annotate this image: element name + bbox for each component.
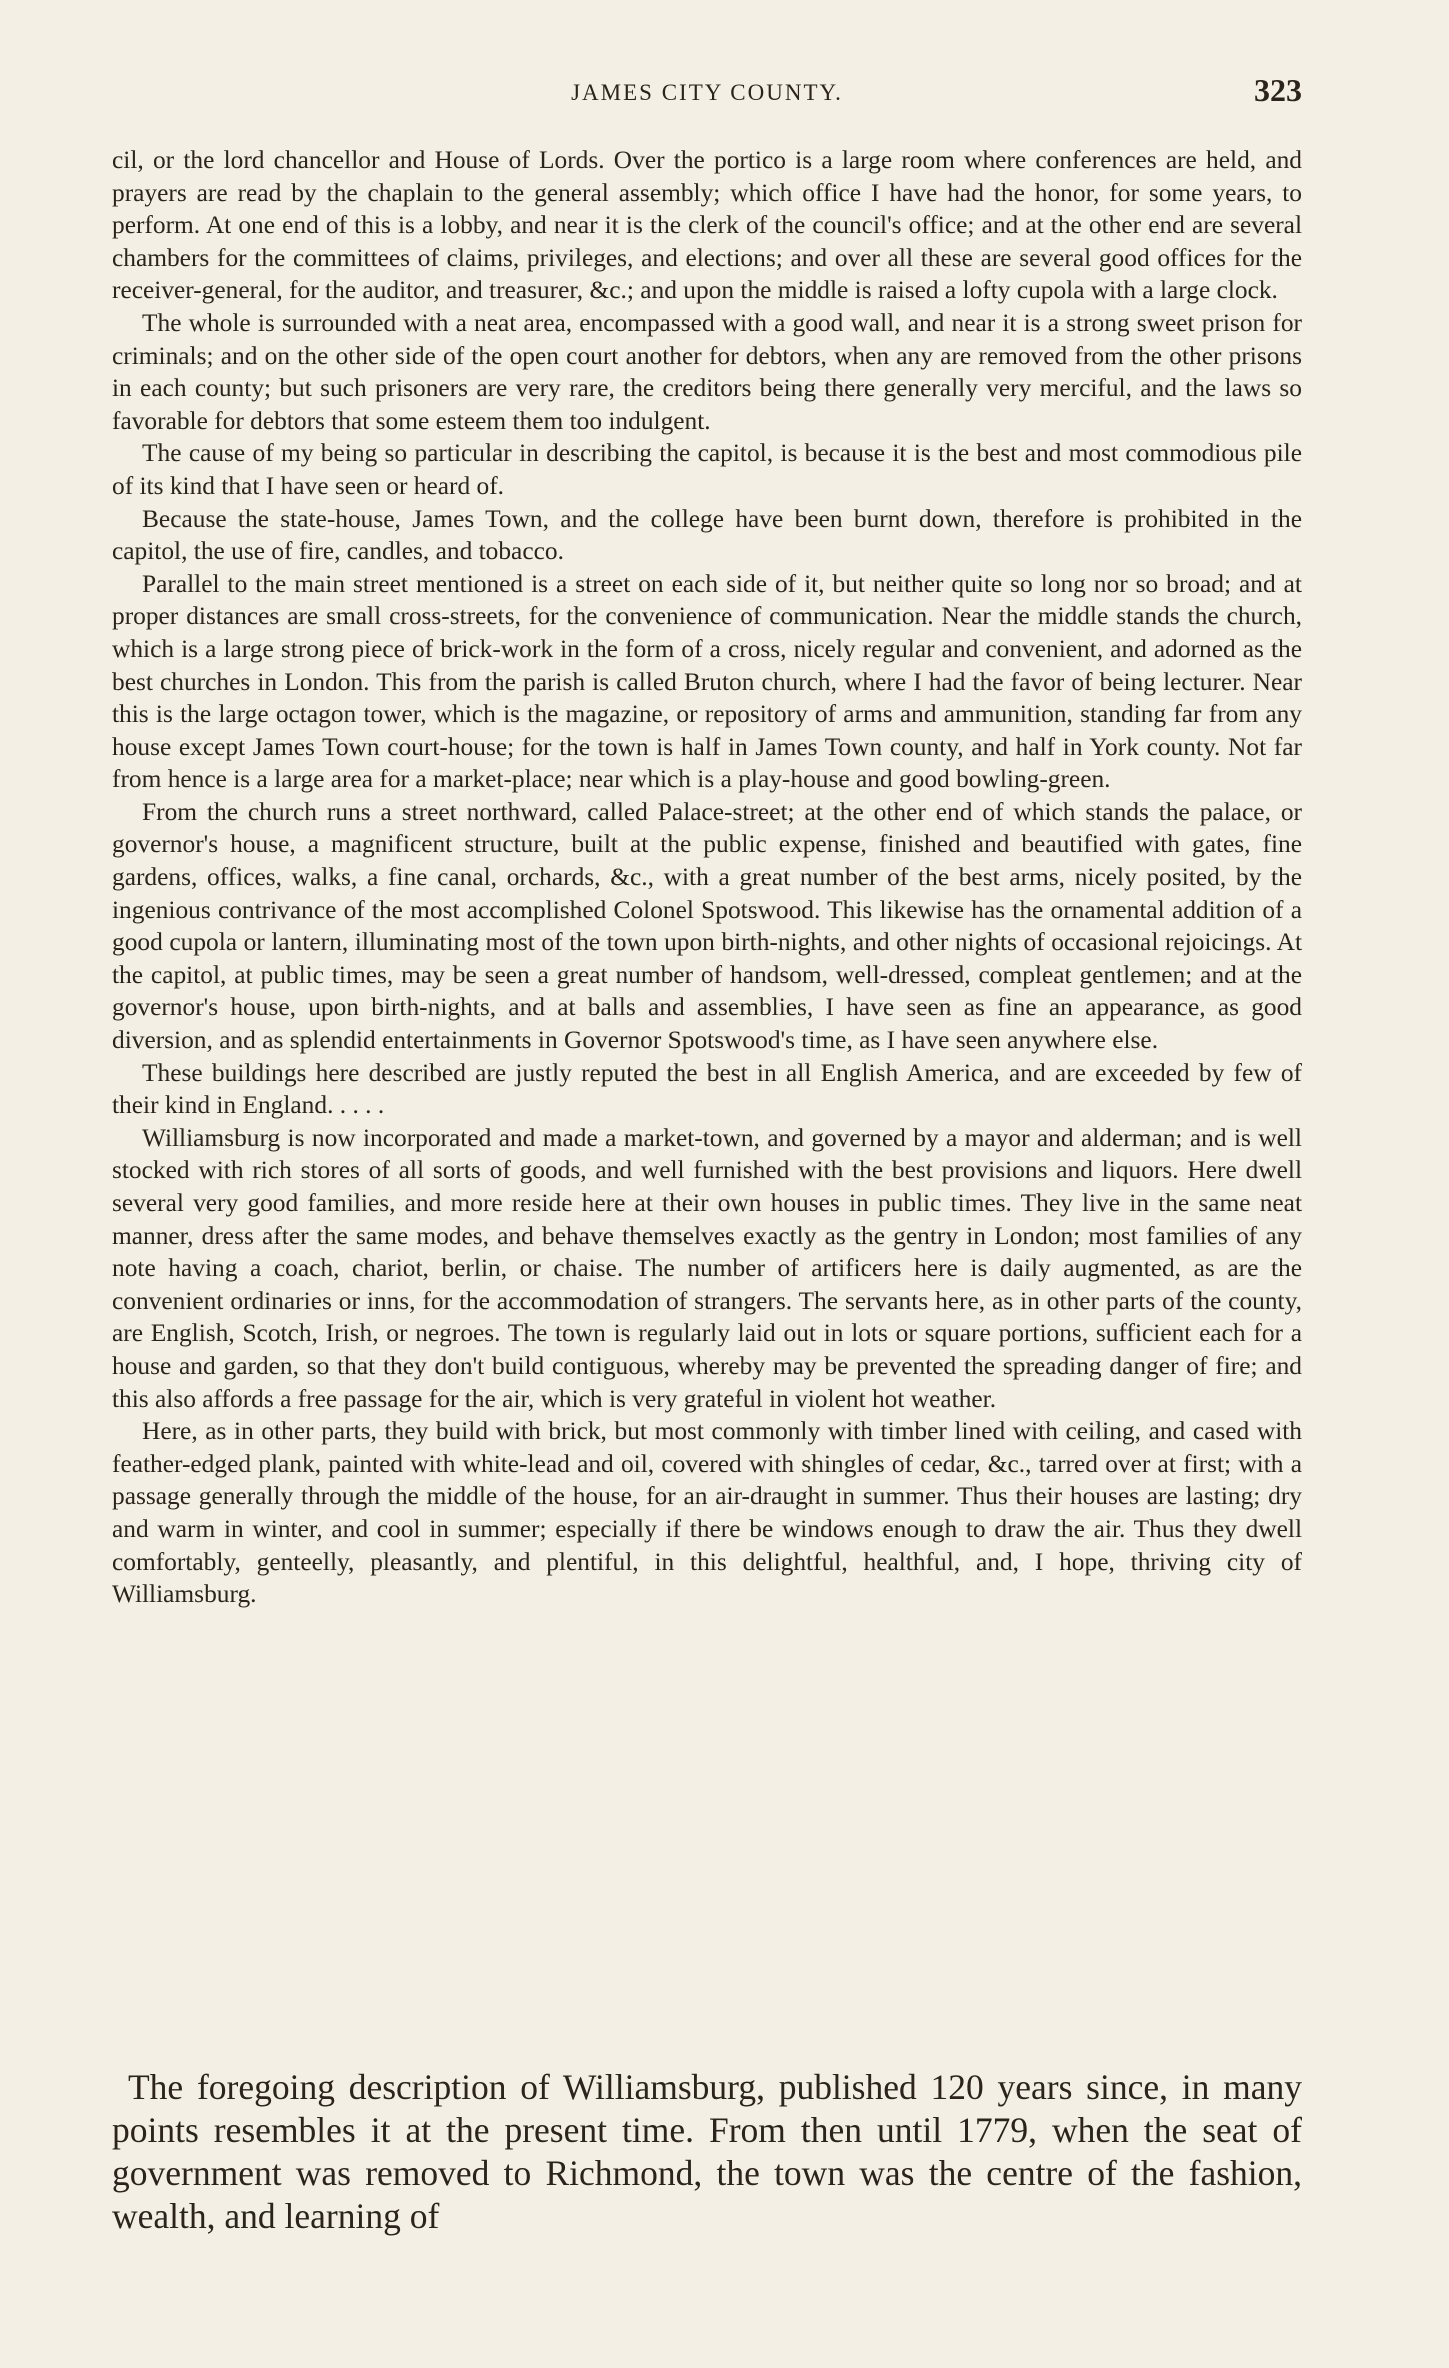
extract-paragraph: The cause of my being so particular in describing the capitol, is because it is the best and most commodious pile of its kind that I have seen or heard of.	[112, 439, 1302, 500]
extract-paragraph: cil, or the lord chancellor and House of Lords. Over the portico is a large room where conferences are held, and prayers are read by the chaplain to the general assembly; which office I have had the honor, for some years, to perform. At one end of this is a lobby, and near it is the clerk of the council's office; and at the other end are several chambers for the committees of claims, privileges, and elections; and over all these are several good offices for the receiver-general, for the auditor, and treasurer, &c.; and upon the middle is raised a lofty cupola with a large clock.	[112, 146, 1302, 305]
extract-paragraph: Williamsburg is now incorporated and made a market-town, and governed by a mayor and alderman; and is well stocked with rich stores of all sorts of goods, and well furnished with the best provisions and liquors. Here dwell several very good families, and more reside here at their own houses in public times. They live in the same neat manner, dress after the same modes, and behave themselves exactly as the gentry in London; most families of any note having a coach, chariot, berlin, or chaise. The number of artificers here is daily augmented, as are the convenient ordinaries or inns, for the accommodation of strangers. The servants here, as in other parts of the county, are English, Scotch, Irish, or negroes. The town is regularly laid out in lots or square portions, sufficient each for a house and garden, so that they don't build contiguous, whereby may be prevented the spreading danger of fire; and this also affords a free passage for the air, which is very grateful in violent hot weather.	[112, 1123, 1302, 1413]
extract-paragraph: Here, as in other parts, they build with brick, but most commonly with timber lined with ceiling, and cased with feather-edged plank, painted with white-lead and oil, covered with shingles of cedar, &c., tarred over at first; with a passage generally through the middle of the house, for an air-draught in summer. Thus their houses are lasting; dry and warm in winter, and cool in summer; especially if there be windows enough to draw the air. Thus they dwell comfortably, genteelly, pleasantly, and plentiful, in this delightful, healthful, and, I hope, thriving city of Williamsburg.	[112, 1417, 1302, 1609]
body-text	[112, 2066, 1302, 2238]
main-paragraph: The foregoing description of Williamsburg, published 120 years since, in many points resembles it at the present time. From then until 1779, when the seat of government was removed to Richmond, the town was the centre of the fashion, wealth, and learning of	[112, 2067, 1302, 2236]
extract-paragraph: Because the state-house, James Town, and the college have been burnt down, therefore is prohibited in the capitol, the use of fire, candles, and tobacco.	[112, 504, 1302, 566]
page-number: 323	[1254, 72, 1302, 108]
extract-paragraph: From the church runs a street northward, called Palace-street; at the other end of which stands the palace, or governor's house, a magnificent structure, built at the public expense, finished and beautified with gates, fine gardens, offices, walks, a fine canal, orchards, &c., with a great number of the best arms, nicely posited, by the ingenious contrivance of the most accomplished Colonel Spotswood. This likewise has the ornamental addition of a good cupola or lantern, illuminating most of the town upon birth-nights, and other nights of occasional rejoicings. At the capitol, at public times, may be seen a great number of handsom, well-dressed, compleat gentlemen; and at the governor's house, upon birth-nights, and at balls and assemblies, I have seen as fine an appearance, as good diversion, and as splendid entertainments in Governor Spotswood's time, as I have seen anywhere else.	[112, 797, 1302, 1055]
running-title: JAMES CITY COUNTY.	[571, 80, 843, 105]
extract-paragraph: These buildings here described are justly reputed the best in all English America, and are exceeded by few of their kind in England. . . . .	[112, 1058, 1302, 1120]
extract-paragraph: Parallel to the main street mentioned is a street on each side of it, but neither quite so long nor so broad; and at proper distances are small cross-streets, for the convenience of communication. Near the middle stands the church, which is a large strong piece of brick-work in the form of a cross, nicely regular and convenient, and adorned as the best churches in London. This from the parish is called Bruton church, where I had the favor of being lecturer. Near this is the large octagon tower, which is the magazine, or repository of arms and ammunition, standing far from any house except James Town court-house; for the town is half in James Town county, and half in York county. Not far from hence is a large area for a market-place; near which is a play-house and good bowling-green.	[112, 569, 1302, 794]
quoted-extract	[112, 144, 1302, 1611]
page-header	[112, 72, 1302, 118]
extract-paragraph: The whole is surrounded with a neat area, encompassed with a good wall, and near it is a strong sweet prison for criminals; and on the other side of the open court another for debtors, when any are removed from the other prisons in each county; but such prisoners are very rare, the creditors being there generally very merciful, and the laws so favorable for debtors that some esteem them too indulgent.	[112, 308, 1302, 435]
